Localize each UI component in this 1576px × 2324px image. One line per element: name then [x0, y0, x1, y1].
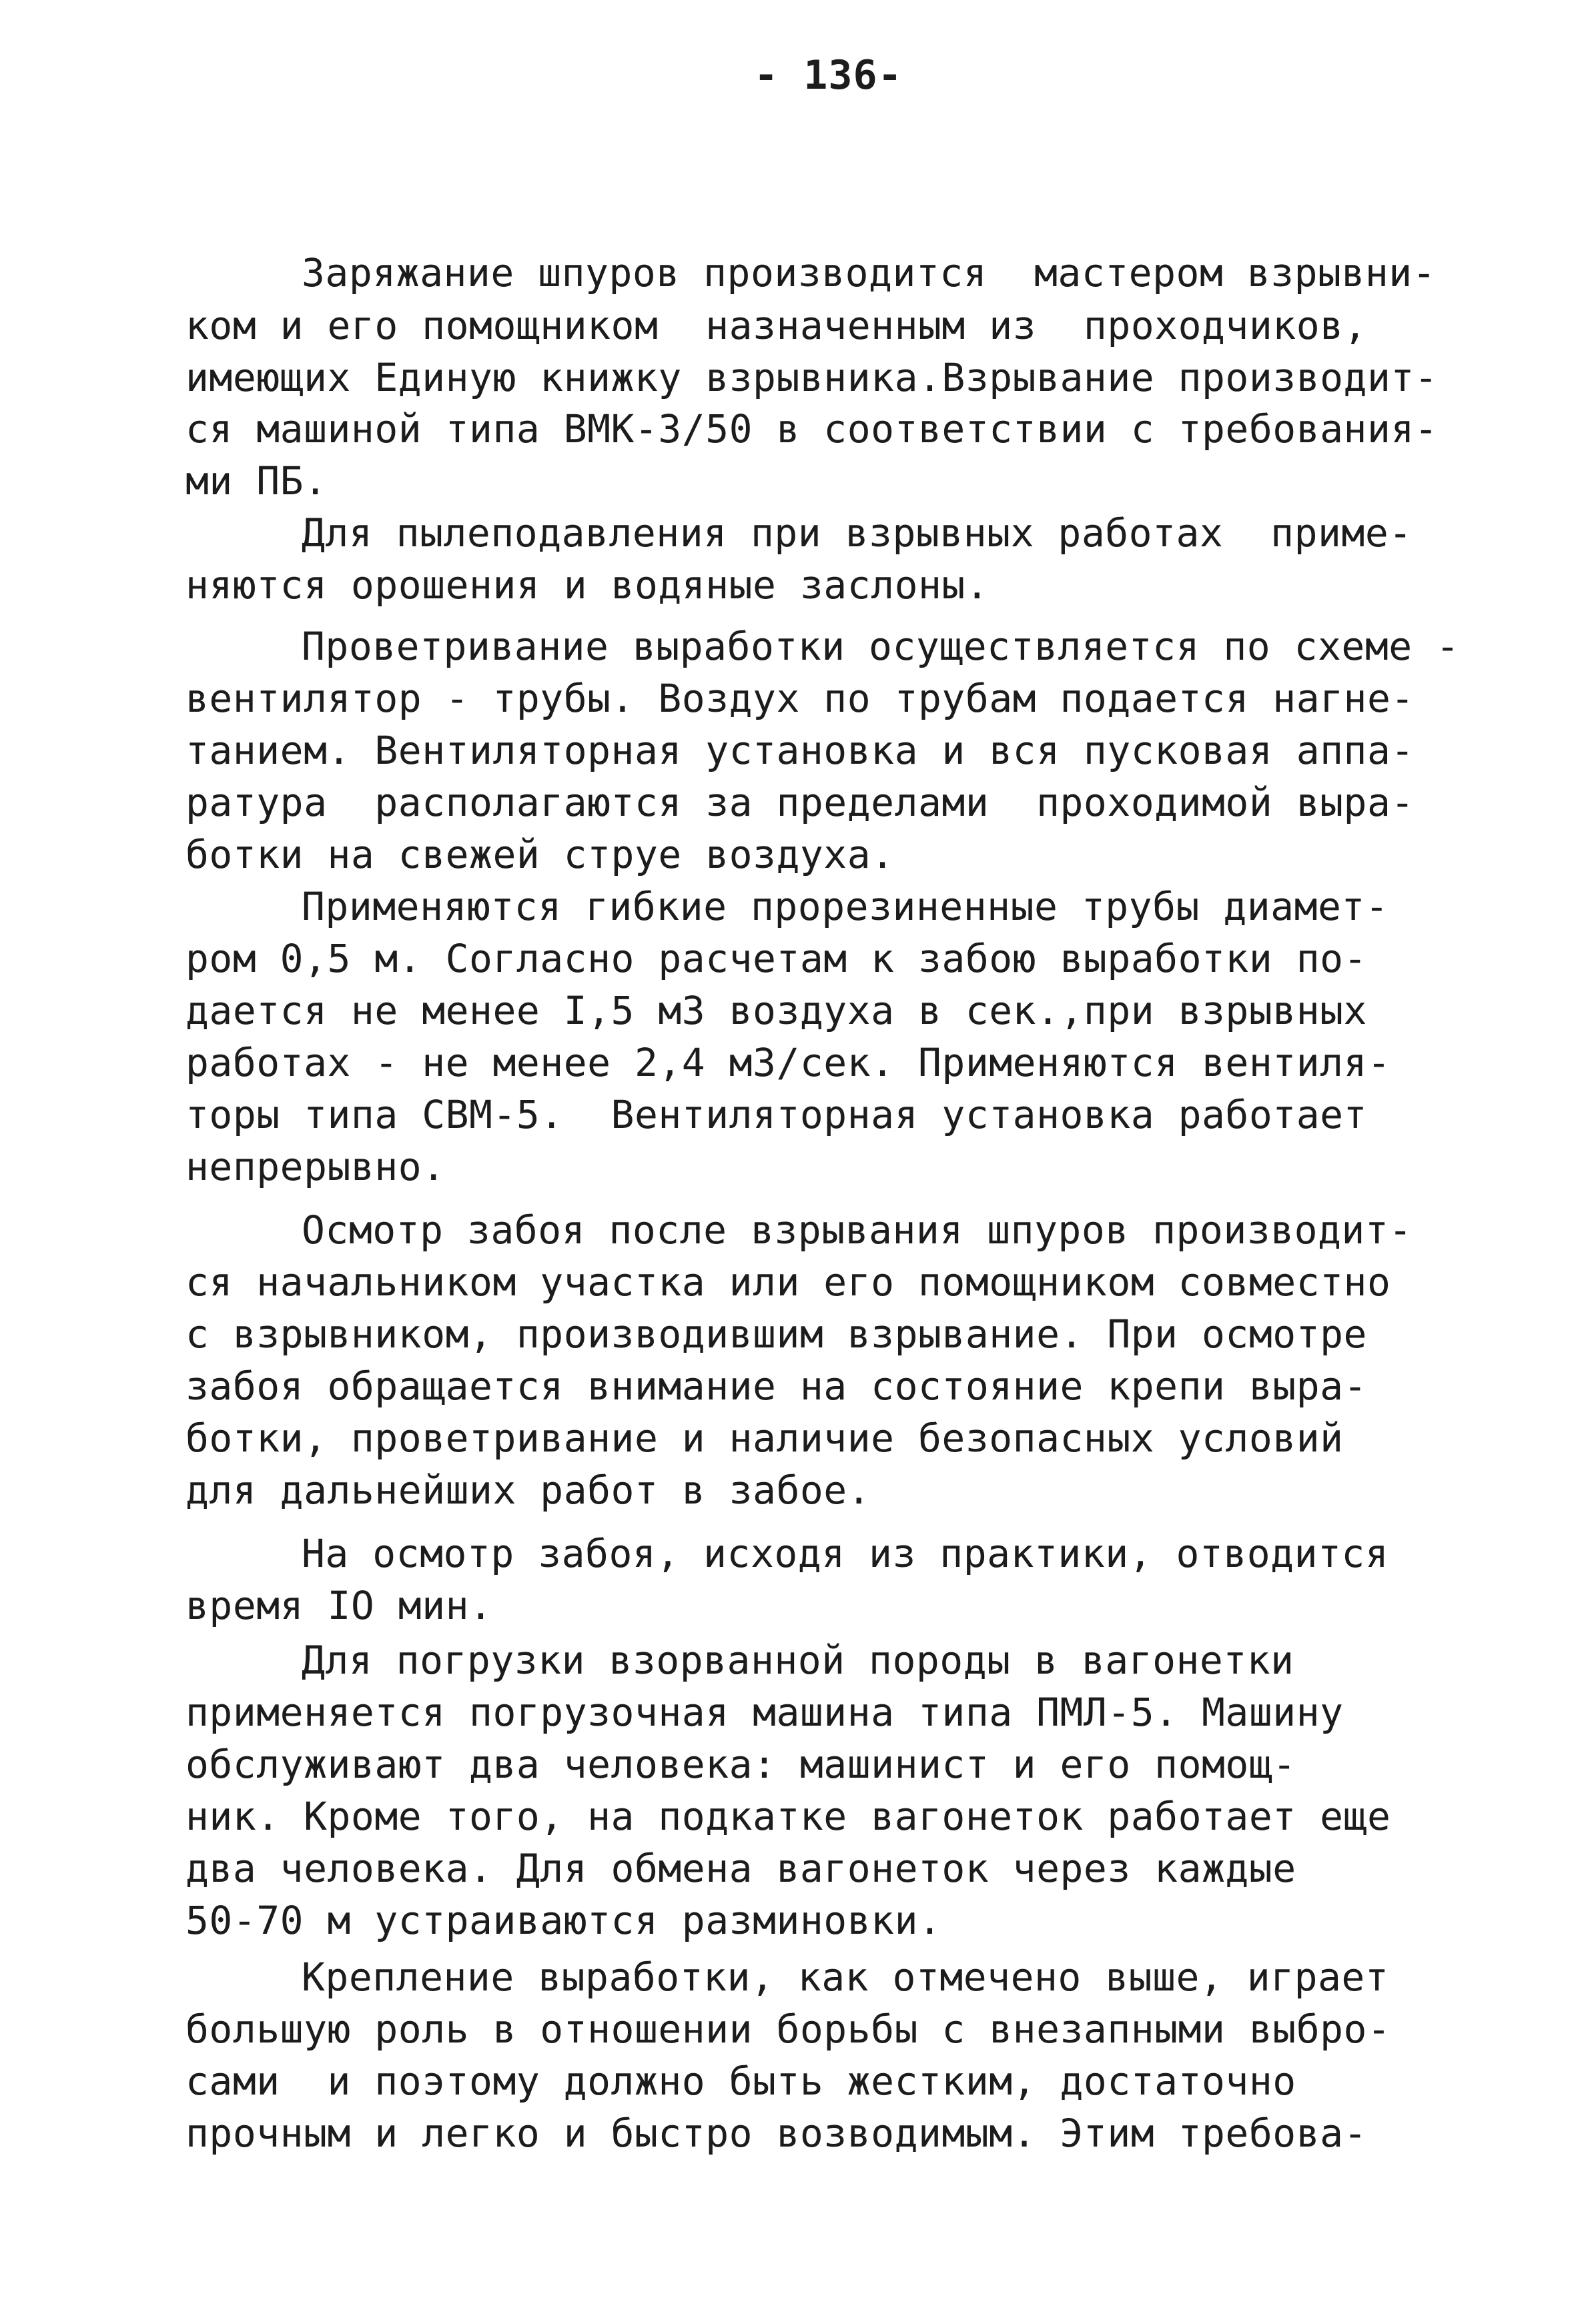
text-line: дается не менее I,5 м3 воздуха в сек.,при взрывных — [185, 988, 1367, 1033]
text-line: большую роль в отношении борьбы с внезапными выбро- — [185, 2006, 1391, 2052]
text-line: Крепление выработки, как отмечено выше, играет — [302, 1954, 1389, 2000]
text-line: 50-70 м устраиваются разминовки. — [185, 1898, 942, 1943]
text-line: вентилятор - трубы. Воздух по трубам подается нагне- — [185, 676, 1415, 721]
text-line: прочным и легко и быстро возводимым. Этим требова- — [185, 2111, 1367, 2156]
text-line: с взрывником, производившим взрывание. При осмотре — [185, 1311, 1367, 1357]
text-line: непрерывно. — [185, 1144, 446, 1189]
text-line: обслуживают два человека: машинист и его помощ- — [185, 1742, 1296, 1787]
text-line: два человека. Для обмена вагонеток через каждые — [185, 1846, 1296, 1891]
text-line: применяется погрузочная машина типа ПМЛ-5. Машину — [185, 1690, 1344, 1735]
text-line: Проветривание выработки осуществляется по схеме - — [302, 624, 1460, 669]
text-line: время IO мин. — [185, 1583, 493, 1628]
text-line: ся начальником участка или его помощником совместно — [185, 1259, 1391, 1305]
text-line: ром 0,5 м. Согласно расчетам к забою выработки по- — [185, 936, 1367, 981]
text-line: ботки на свежей струе воздуха. — [185, 832, 895, 877]
text-line: торы типа СВМ-5. Вентиляторная установка работает — [185, 1092, 1367, 1137]
page-number: - 136- — [754, 52, 903, 99]
text-line: сами и поэтому должно быть жестким, достаточно — [185, 2059, 1296, 2104]
text-line: имеющих Единую книжку взрывника.Взрывание производит- — [185, 355, 1439, 400]
text-line: работах - не менее 2,4 м3/сек. Применяются вентиля- — [185, 1040, 1391, 1085]
text-line: ми ПБ. — [185, 458, 328, 504]
text-line: няются орошения и водяные заслоны. — [185, 562, 990, 608]
text-line: забоя обращается внимание на состояние крепи выра- — [185, 1363, 1367, 1409]
text-line: Осмотр забоя после взрывания шпуров производит- — [302, 1207, 1413, 1253]
text-line: Для пылеподавления при взрывных работах приме- — [302, 510, 1413, 556]
text-line: Для погрузки взорванной породы в вагонетки — [302, 1638, 1294, 1683]
text-line: На осмотр забоя, исходя из практики, отводится — [302, 1531, 1389, 1576]
text-line: Заряжание шпуров производится мастером взрывни- — [302, 250, 1437, 296]
text-line: ся машиной типа ВМК-3/50 в соответствии с требования- — [185, 406, 1439, 452]
text-line: для дальнейших работ в забое. — [185, 1468, 871, 1513]
text-line: ник. Кроме того, на подкатке вагонеток работает еще — [185, 1794, 1391, 1839]
text-line: ботки, проветривание и наличие безопасных условий — [185, 1415, 1344, 1461]
text-line: танием. Вентиляторная установка и вся пусковая аппа- — [185, 728, 1415, 773]
text-line: Применяются гибкие прорезиненные трубы диамет- — [302, 884, 1389, 929]
text-line: ком и его помощником назначенным из проходчиков, — [185, 303, 1367, 348]
text-line: ратура располагаются за пределами проходимой выра- — [185, 780, 1415, 825]
